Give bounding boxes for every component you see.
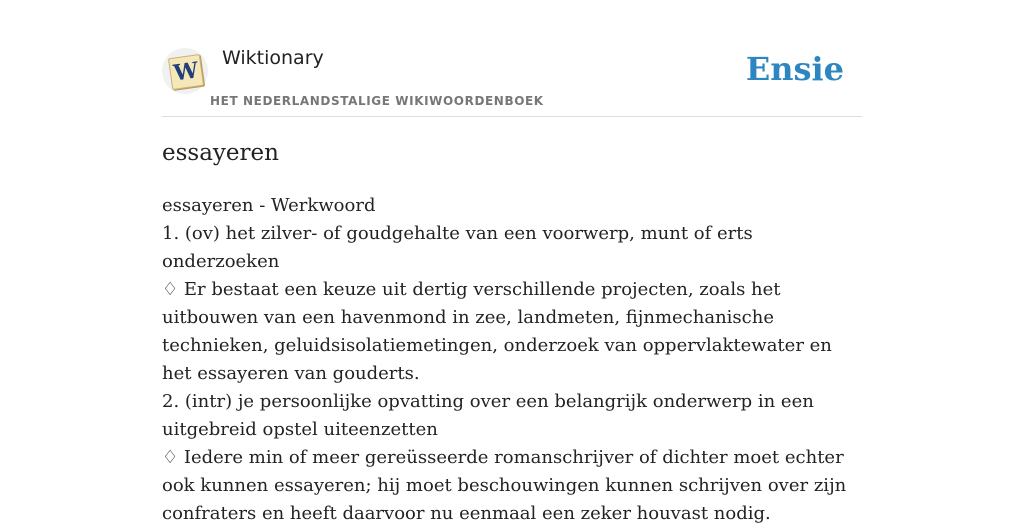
wiktionary-logo-icon[interactable] <box>162 48 208 94</box>
site-name[interactable]: Wiktionary <box>222 47 324 69</box>
ensie-brand-logo[interactable]: Ensie <box>745 50 844 88</box>
logo-tile: W <box>168 54 204 90</box>
definition-1: 1. (ov) het zilver- of goudgehalte van een voorwerp, munt of erts onderzoeken <box>162 223 753 272</box>
definition-2: 2. (intr) je persoonlijke opvatting over een belangrijk onderwerp in een uitgebreid opstel uiteenzetten <box>162 391 814 440</box>
example-2: ♢ Iedere min of meer gereüsseerde romanschrijver of dichter moet echter ook kunnen essayeren; hij moet beschouwingen kunnen schrijven over zijn confraters en heeft daarvoor nu eenmaal een zeker houvast nodig. <box>162 447 847 524</box>
example-1: ♢ Er bestaat een keuze uit dertig verschillende projecten, zoals het uitbouwen van een havenmond in zee, landmeten, fijnmechanische technieken, geluidsisolatiemetingen, onderzoek van oppervlaktewater en het essayeren van gouderts. <box>162 279 832 384</box>
entry-content <box>162 192 862 528</box>
page-title: essayeren <box>162 140 279 166</box>
site-header <box>162 40 862 117</box>
entry-heading: essayeren - Werkwoord <box>162 195 376 216</box>
site-tagline: HET NEDERLANDSTALIGE WIKIWOORDENBOEK <box>210 94 544 108</box>
